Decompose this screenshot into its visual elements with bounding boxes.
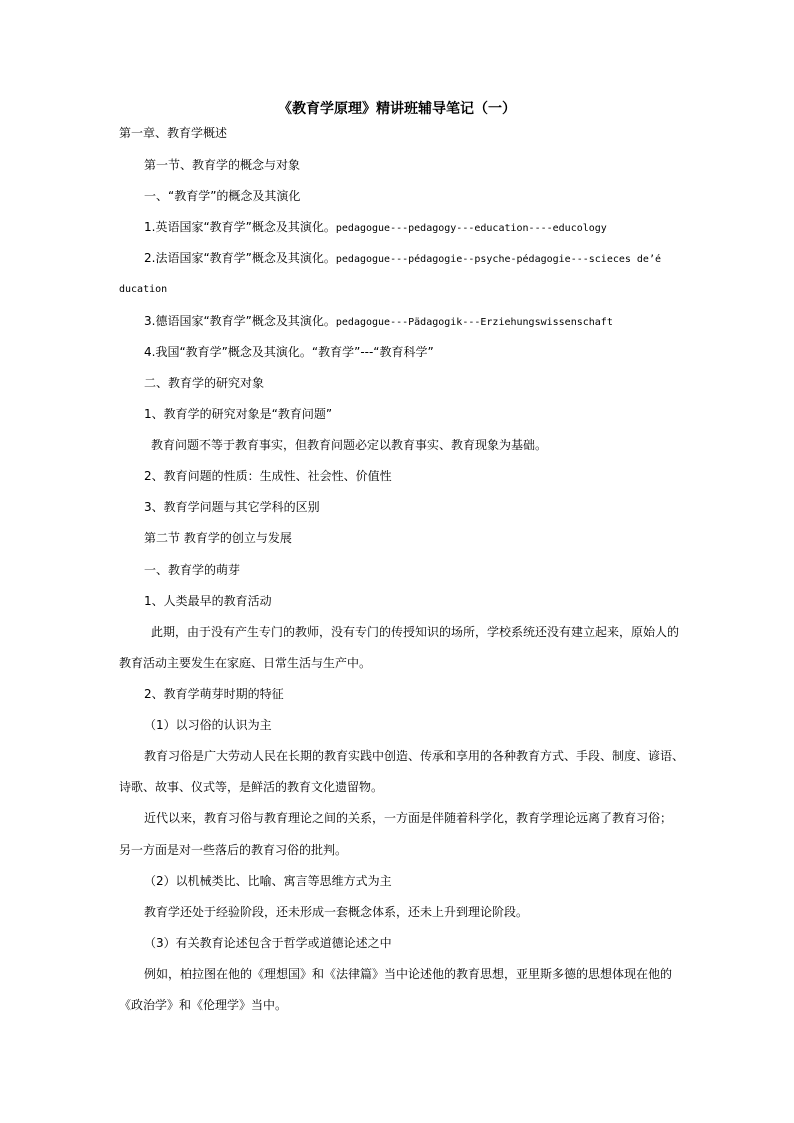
term-sequence: pedagogue---pedagogy---education----educology (335, 223, 607, 234)
term-sequence-continued: ducation (119, 284, 168, 295)
paragraph-text: 1.英语国家“教育学”概念及其演化。 (144, 220, 336, 234)
paragraph-line: 教育学还处于经验阶段，还未形成一套概念体系，还未上升到理论阶段。 (144, 905, 529, 919)
paragraph-line: （1）以习俗的认识为主 (144, 718, 272, 732)
paragraph-line: 1、教育学的研究对象是“教育问题” (144, 407, 333, 421)
term-sequence: pedagogue---Pädagogik---Erziehungswissenschaft (335, 317, 613, 328)
paragraph-line (144, 250, 661, 268)
paragraph-line: 《政治学》和《伦理学》当中。 (119, 998, 288, 1012)
paragraph-line: 另一方面是对一些落后的教育习俗的批判。 (119, 843, 348, 857)
paragraph-line: 教育习俗是广大劳动人民在长期的教育实践中创造、传承和享用的各种教育方式、手段、制度、谚语、 (144, 749, 685, 763)
term-sequence: pedagogue---pédagogie--psyche-pédagogie---scieces de’é (335, 254, 661, 265)
paragraph-line: 4.我国“教育学”概念及其演化。“教育学”---“教育科学” (144, 345, 434, 359)
subsection-heading: 一、教育学的萌芽 (144, 563, 241, 577)
document-title: 《教育学原理》精讲班辅导笔记（一） (278, 101, 516, 117)
paragraph-line: 1、人类最早的教育活动 (144, 594, 272, 608)
subsection-heading: 一、“教育学”的概念及其演化 (144, 189, 301, 203)
chapter-heading: 第一章、教育学概述 (119, 126, 228, 140)
paragraph-line: 3、教育学问题与其它学科的区别 (144, 500, 320, 514)
paragraph-line: 此期，由于没有产生专门的教师，没有专门的传授知识的场所，学校系统还没有建立起来，原始人的 (151, 625, 680, 639)
paragraph-line: 教育问题不等于教育事实，但教育问题必定以教育事实、教育现象为基础。 (151, 438, 548, 452)
paragraph-line: 教育活动主要发生在家庭、日常生活与生产中。 (119, 656, 372, 670)
paragraph-line (144, 313, 613, 331)
paragraph-line (144, 219, 607, 237)
subsection-heading: 二、教育学的研究对象 (144, 376, 265, 390)
paragraph-line: 近代以来，教育习俗与教育理论之间的关系，一方面是伴随着科学化，教育学理论远离了教育习俗； (144, 811, 673, 825)
paragraph-line: 例如，柏拉图在他的《理想国》和《法律篇》当中论述他的教育思想，亚里斯多德的思想体现在他的 (144, 967, 673, 981)
section-heading: 第一节、教育学的概念与对象 (144, 158, 301, 172)
paragraph-line: （2）以机械类比、比喻、寓言等思维方式为主 (144, 874, 392, 888)
paragraph-line: 诗歌、故事、仪式等，是鲜活的教育文化遗留物。 (119, 780, 384, 794)
paragraph-text: 2.法语国家“教育学”概念及其演化。 (144, 251, 336, 265)
paragraph-line: （3）有关教育论述包含于哲学或道德论述之中 (144, 936, 392, 950)
section-heading: 第二节 教育学的创立与发展 (144, 531, 292, 545)
paragraph-text: 3.德语国家“教育学”概念及其演化。 (144, 314, 336, 328)
paragraph-line: 2、教育问题的性质：生成性、社会性、价值性 (144, 469, 392, 483)
paragraph-line: 2、教育学萌芽时期的特征 (144, 687, 284, 701)
